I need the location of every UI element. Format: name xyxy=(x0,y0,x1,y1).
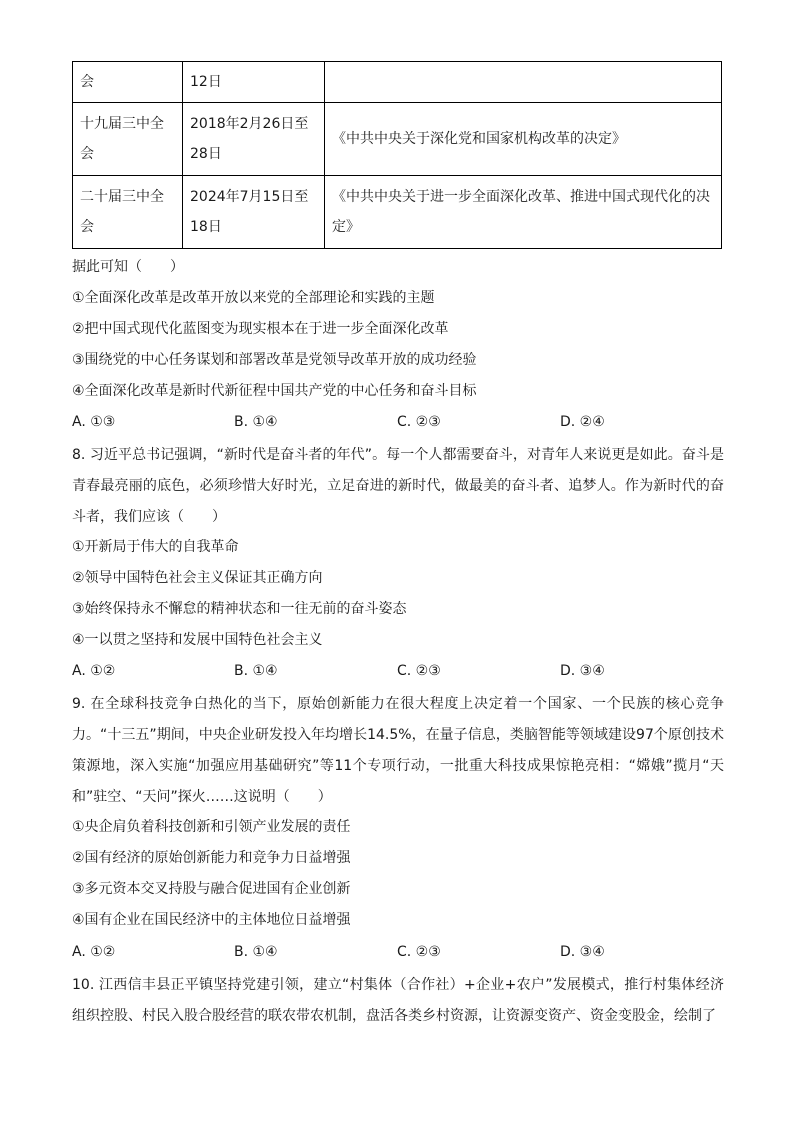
document-cell xyxy=(325,62,722,103)
option-c[interactable]: C. ②③ xyxy=(397,663,441,679)
option-a[interactable]: A. ①② xyxy=(72,663,116,679)
table-row xyxy=(73,103,722,176)
meeting-cell: 二十届三中全会 xyxy=(73,176,183,249)
table-row xyxy=(73,62,722,103)
question-10-stem: 10. 江西信丰县正平镇坚持党建引领，建立“村集体（合作社）+企业+农户”发展模式，推行村集体经济组织控股、村民入股合股经营的联农带农机制，盘活各类乡村资源，让资源变资产、资金变股金，绘制了 xyxy=(72,977,724,1024)
question-8-stem: 8. 习近平总书记强调，“新时代是奋斗者的年代”。每一个人都需要奋斗，对青年人来说更是如此。奋斗是青春最亮丽的底色，必须珍惜大好时光，立足奋进的新时代，做最美的奋斗者、追梦人。作为新时代的奋斗者，我们应该（ ） xyxy=(72,447,724,525)
meeting-cell: 十九届三中全会 xyxy=(73,103,183,176)
statement: ④国有企业在国民经济中的主体地位日益增强 xyxy=(72,912,351,928)
statement: ③多元资本交叉持股与融合促进国有企业创新 xyxy=(72,881,351,897)
statement: ①全面深化改革是改革开放以来党的全部理论和实践的主题 xyxy=(72,290,435,306)
answer-options xyxy=(72,942,722,962)
option-c[interactable]: C. ②③ xyxy=(397,414,441,430)
option-d[interactable]: D. ③④ xyxy=(560,944,605,960)
option-a[interactable]: A. ①③ xyxy=(72,414,116,430)
statement: ③始终保持永不懈怠的精神状态和一往无前的奋斗姿态 xyxy=(72,601,407,617)
date-cell: 12日 xyxy=(183,62,325,103)
statement: ②领导中国特色社会主义保证其正确方向 xyxy=(72,570,323,586)
statement: ①央企肩负着科技创新和引领产业发展的责任 xyxy=(72,819,351,835)
document-cell: 《中共中央关于深化党和国家机构改革的决定》 xyxy=(325,103,722,176)
statement: ②把中国式现代化蓝图变为现实根本在于进一步全面深化改革 xyxy=(72,321,449,337)
answer-options xyxy=(72,661,722,681)
option-c[interactable]: C. ②③ xyxy=(397,944,441,960)
table-row xyxy=(73,176,722,249)
option-a[interactable]: A. ①② xyxy=(72,944,116,960)
option-d[interactable]: D. ③④ xyxy=(560,663,605,679)
document-cell: 《中共中央关于进一步全面深化改革、推进中国式现代化的决定》 xyxy=(325,176,722,249)
statement: ③围绕党的中心任务谋划和部署改革是党领导改革开放的成功经验 xyxy=(72,352,477,368)
date-cell: 2024年7月15日至18日 xyxy=(183,176,325,249)
question-stem: 据此可知（ ） xyxy=(72,259,184,275)
option-b[interactable]: B. ①④ xyxy=(234,663,278,679)
option-b[interactable]: B. ①④ xyxy=(234,414,278,430)
plenary-sessions-table xyxy=(72,61,722,249)
statement: ②国有经济的原始创新能力和竞争力日益增强 xyxy=(72,850,351,866)
statement: ①开新局于伟大的自我革命 xyxy=(72,539,239,555)
option-d[interactable]: D. ②④ xyxy=(560,414,605,430)
meeting-cell: 会 xyxy=(73,62,183,103)
answer-options xyxy=(72,412,722,432)
statement: ④全面深化改革是新时代新征程中国共产党的中心任务和奋斗目标 xyxy=(72,383,477,399)
option-b[interactable]: B. ①④ xyxy=(234,944,278,960)
date-cell: 2018年2月26日至28日 xyxy=(183,103,325,176)
statement: ④一以贯之坚持和发展中国特色社会主义 xyxy=(72,632,323,648)
question-9-stem: 9. 在全球科技竞争白热化的当下，原始创新能力在很大程度上决定着一个国家、一个民族的核心竞争力。“十三五”期间，中央企业研发投入年均增长14.5%，在量子信息，类脑智能等领域建设97个原创技术策源地，深入实施“加强应用基础研究”等11个专项行动，一批重大科技成果惊艳亮相：“嫦娥”揽月“天和”驻空、“天问”探火……这说明（ ） xyxy=(72,696,724,805)
